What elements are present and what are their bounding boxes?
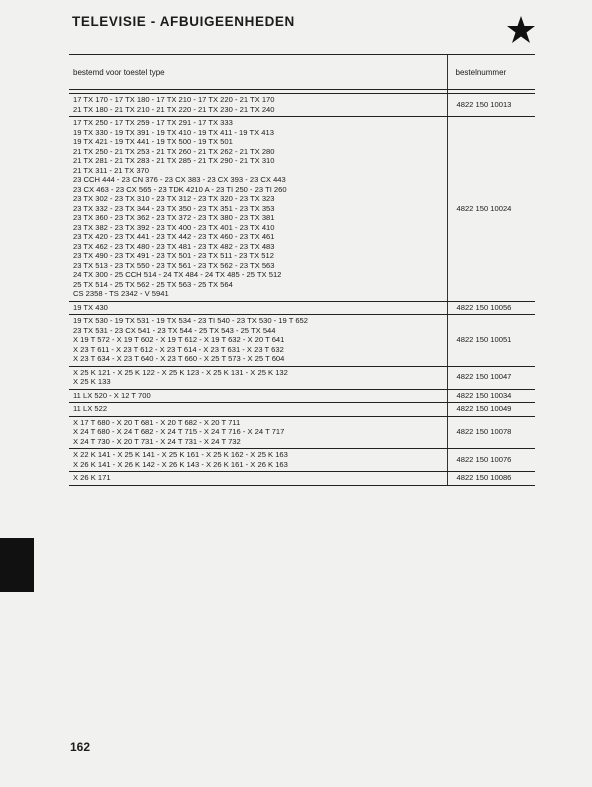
table-row xyxy=(69,389,535,403)
device-type-line: X 22 K 141 - X 25 K 141 - X 25 K 161 - X 25 K 162 - X 25 K 163 xyxy=(73,450,288,459)
device-type-line: 19 TX 330 - 19 TX 391 - 19 TX 410 - 19 TX 411 - 19 TX 413 xyxy=(73,127,274,137)
device-type-line: 23 CX 463 - 23 CX 565 - 23 TDK 4210 A - 23 TI 250 - 23 TI 260 xyxy=(73,184,287,194)
device-type-line: X 17 T 680 - X 20 T 681 - X 20 T 682 - X 20 T 711 xyxy=(73,417,241,427)
device-type-line: X 25 K 133 xyxy=(73,377,111,386)
device-types-cell xyxy=(69,472,447,486)
order-number-cell: 4822 150 10013 xyxy=(447,94,535,117)
device-type-line: 23 TX 332 - 23 TX 344 - 23 TX 350 - 23 TX 351 - 23 TX 353 xyxy=(73,203,275,213)
parts-table xyxy=(69,54,535,486)
table-row xyxy=(69,403,535,417)
device-type-line: 19 TX 430 xyxy=(73,302,108,312)
header-order-number: bestelnummer xyxy=(447,55,535,90)
device-type-line: X 24 T 680 - X 24 T 682 - X 24 T 715 - X 24 T 716 - X 24 T 717 xyxy=(73,427,285,436)
device-type-line: 11 LX 522 xyxy=(73,404,108,413)
device-type-line: X 23 T 634 - X 23 T 640 - X 23 T 660 - X 25 T 573 - X 25 T 604 xyxy=(73,354,285,363)
device-types-cell xyxy=(69,94,447,117)
device-type-line: 23 TX 302 - 23 TX 310 - 23 TX 312 - 23 TX 320 - 23 TX 323 xyxy=(73,194,275,203)
order-number-cell: 4822 150 10076 xyxy=(447,449,535,472)
device-type-line: X 26 K 141 - X 26 K 142 - X 26 K 143 - X 26 K 161 - X 26 K 163 xyxy=(73,459,288,469)
device-type-line: 23 CCH 444 - 23 CN 376 - 23 CX 383 - 23 CX 393 - 23 CX 443 xyxy=(73,175,286,184)
device-types-cell xyxy=(69,449,447,472)
device-type-line: 17 TX 250 - 17 TX 259 - 17 TX 291 - 17 TX 333 xyxy=(73,118,233,127)
device-type-line: 23 TX 490 - 23 TX 491 - 23 TX 501 - 23 TX 511 - 23 TX 512 xyxy=(73,251,274,260)
order-number-cell: 4822 150 10024 xyxy=(447,117,535,302)
device-type-line: X 19 T 572 - X 19 T 602 - X 19 T 612 - X 19 T 632 - X 20 T 641 xyxy=(73,335,285,344)
table-row xyxy=(69,117,535,302)
device-type-line: 21 TX 311 - 21 TX 370 xyxy=(73,165,149,175)
device-type-line: 21 TX 250 - 21 TX 253 - 21 TX 260 - 21 TX 262 - 21 TX 280 xyxy=(73,146,275,156)
device-type-line: 11 LX 520 - X 12 T 700 xyxy=(73,390,151,400)
device-type-line: 23 TX 382 - 23 TX 392 - 23 TX 400 - 23 TX 401 - 23 TX 410 xyxy=(73,222,275,232)
device-type-line: 19 TX 421 - 19 TX 441 - 19 TX 500 - 19 TX 501 xyxy=(73,137,233,146)
order-number-cell: 4822 150 10078 xyxy=(447,416,535,449)
device-type-line: X 25 K 121 - X 25 K 122 - X 25 K 123 - X 25 K 131 - X 25 K 132 xyxy=(73,367,288,377)
page-title: TELEVISIE - AFBUIGEENHEDEN xyxy=(72,14,295,29)
device-type-line: X 24 T 730 - X 20 T 731 - X 24 T 731 - X 24 T 732 xyxy=(73,436,241,446)
table-row xyxy=(69,449,535,472)
table-body xyxy=(69,94,535,486)
table-row xyxy=(69,472,535,486)
table-row xyxy=(69,301,535,315)
device-type-line: 23 TX 462 - 23 TX 480 - 23 TX 481 - 23 TX 482 - 23 TX 483 xyxy=(73,241,275,251)
table-header-row xyxy=(69,55,535,90)
device-types-cell xyxy=(69,301,447,315)
table-row xyxy=(69,315,535,367)
order-number-cell: 4822 150 10086 xyxy=(447,472,535,486)
order-number-cell: 4822 150 10034 xyxy=(447,389,535,403)
device-type-line: X 23 T 611 - X 23 T 612 - X 23 T 614 - X 23 T 631 - X 23 T 632 xyxy=(73,344,284,354)
device-types-cell xyxy=(69,389,447,403)
device-types-cell xyxy=(69,366,447,389)
device-types-cell xyxy=(69,117,447,302)
device-type-line: 23 TX 360 - 23 TX 362 - 23 TX 372 - 23 TX 380 - 23 TX 381 xyxy=(73,213,275,222)
device-types-cell xyxy=(69,403,447,417)
table-row xyxy=(69,94,535,117)
device-type-line: 25 TX 514 - 25 TX 562 - 25 TX 563 - 25 TX 564 xyxy=(73,279,233,289)
order-number-cell: 4822 150 10056 xyxy=(447,301,535,315)
device-type-line: 23 TX 420 - 23 TX 441 - 23 TX 442 - 23 TX 460 - 23 TX 461 xyxy=(73,232,275,241)
device-type-line: CS 2358 - TS 2342 - V 5941 xyxy=(73,289,169,298)
order-number-cell: 4822 150 10051 xyxy=(447,315,535,367)
device-type-line: 17 TX 170 - 17 TX 180 - 17 TX 210 - 17 TX 220 - 21 TX 170 xyxy=(73,95,275,104)
device-type-line: 23 TX 513 - 23 TX 550 - 23 TX 561 - 23 TX 562 - 23 TX 563 xyxy=(73,260,275,270)
device-type-line: X 26 K 171 xyxy=(73,473,111,482)
device-types-cell xyxy=(69,315,447,367)
table-row xyxy=(69,416,535,449)
edge-tab-marker xyxy=(0,538,34,592)
table-row xyxy=(69,366,535,389)
order-number-cell: 4822 150 10047 xyxy=(447,366,535,389)
star-icon xyxy=(506,15,536,45)
order-number-cell: 4822 150 10049 xyxy=(447,403,535,417)
device-types-cell xyxy=(69,416,447,449)
device-type-line: 21 TX 180 - 21 TX 210 - 21 TX 220 - 21 TX 230 - 21 TX 240 xyxy=(73,104,275,114)
header-device-type: bestemd voor toestel type xyxy=(69,55,447,90)
device-type-line: 21 TX 281 - 21 TX 283 - 21 TX 285 - 21 TX 290 - 21 TX 310 xyxy=(73,156,275,165)
device-type-line: 24 TX 300 - 25 CCH 514 - 24 TX 484 - 24 TX 485 - 25 TX 512 xyxy=(73,270,282,279)
page-number: 162 xyxy=(70,740,91,754)
device-type-line: 23 TX 531 - 23 CX 541 - 23 TX 544 - 25 TX 543 - 25 TX 544 xyxy=(73,325,276,335)
device-type-line: 19 TX 530 - 19 TX 531 - 19 TX 534 - 23 TI 540 - 23 TX 530 - 19 T 652 xyxy=(73,316,308,325)
